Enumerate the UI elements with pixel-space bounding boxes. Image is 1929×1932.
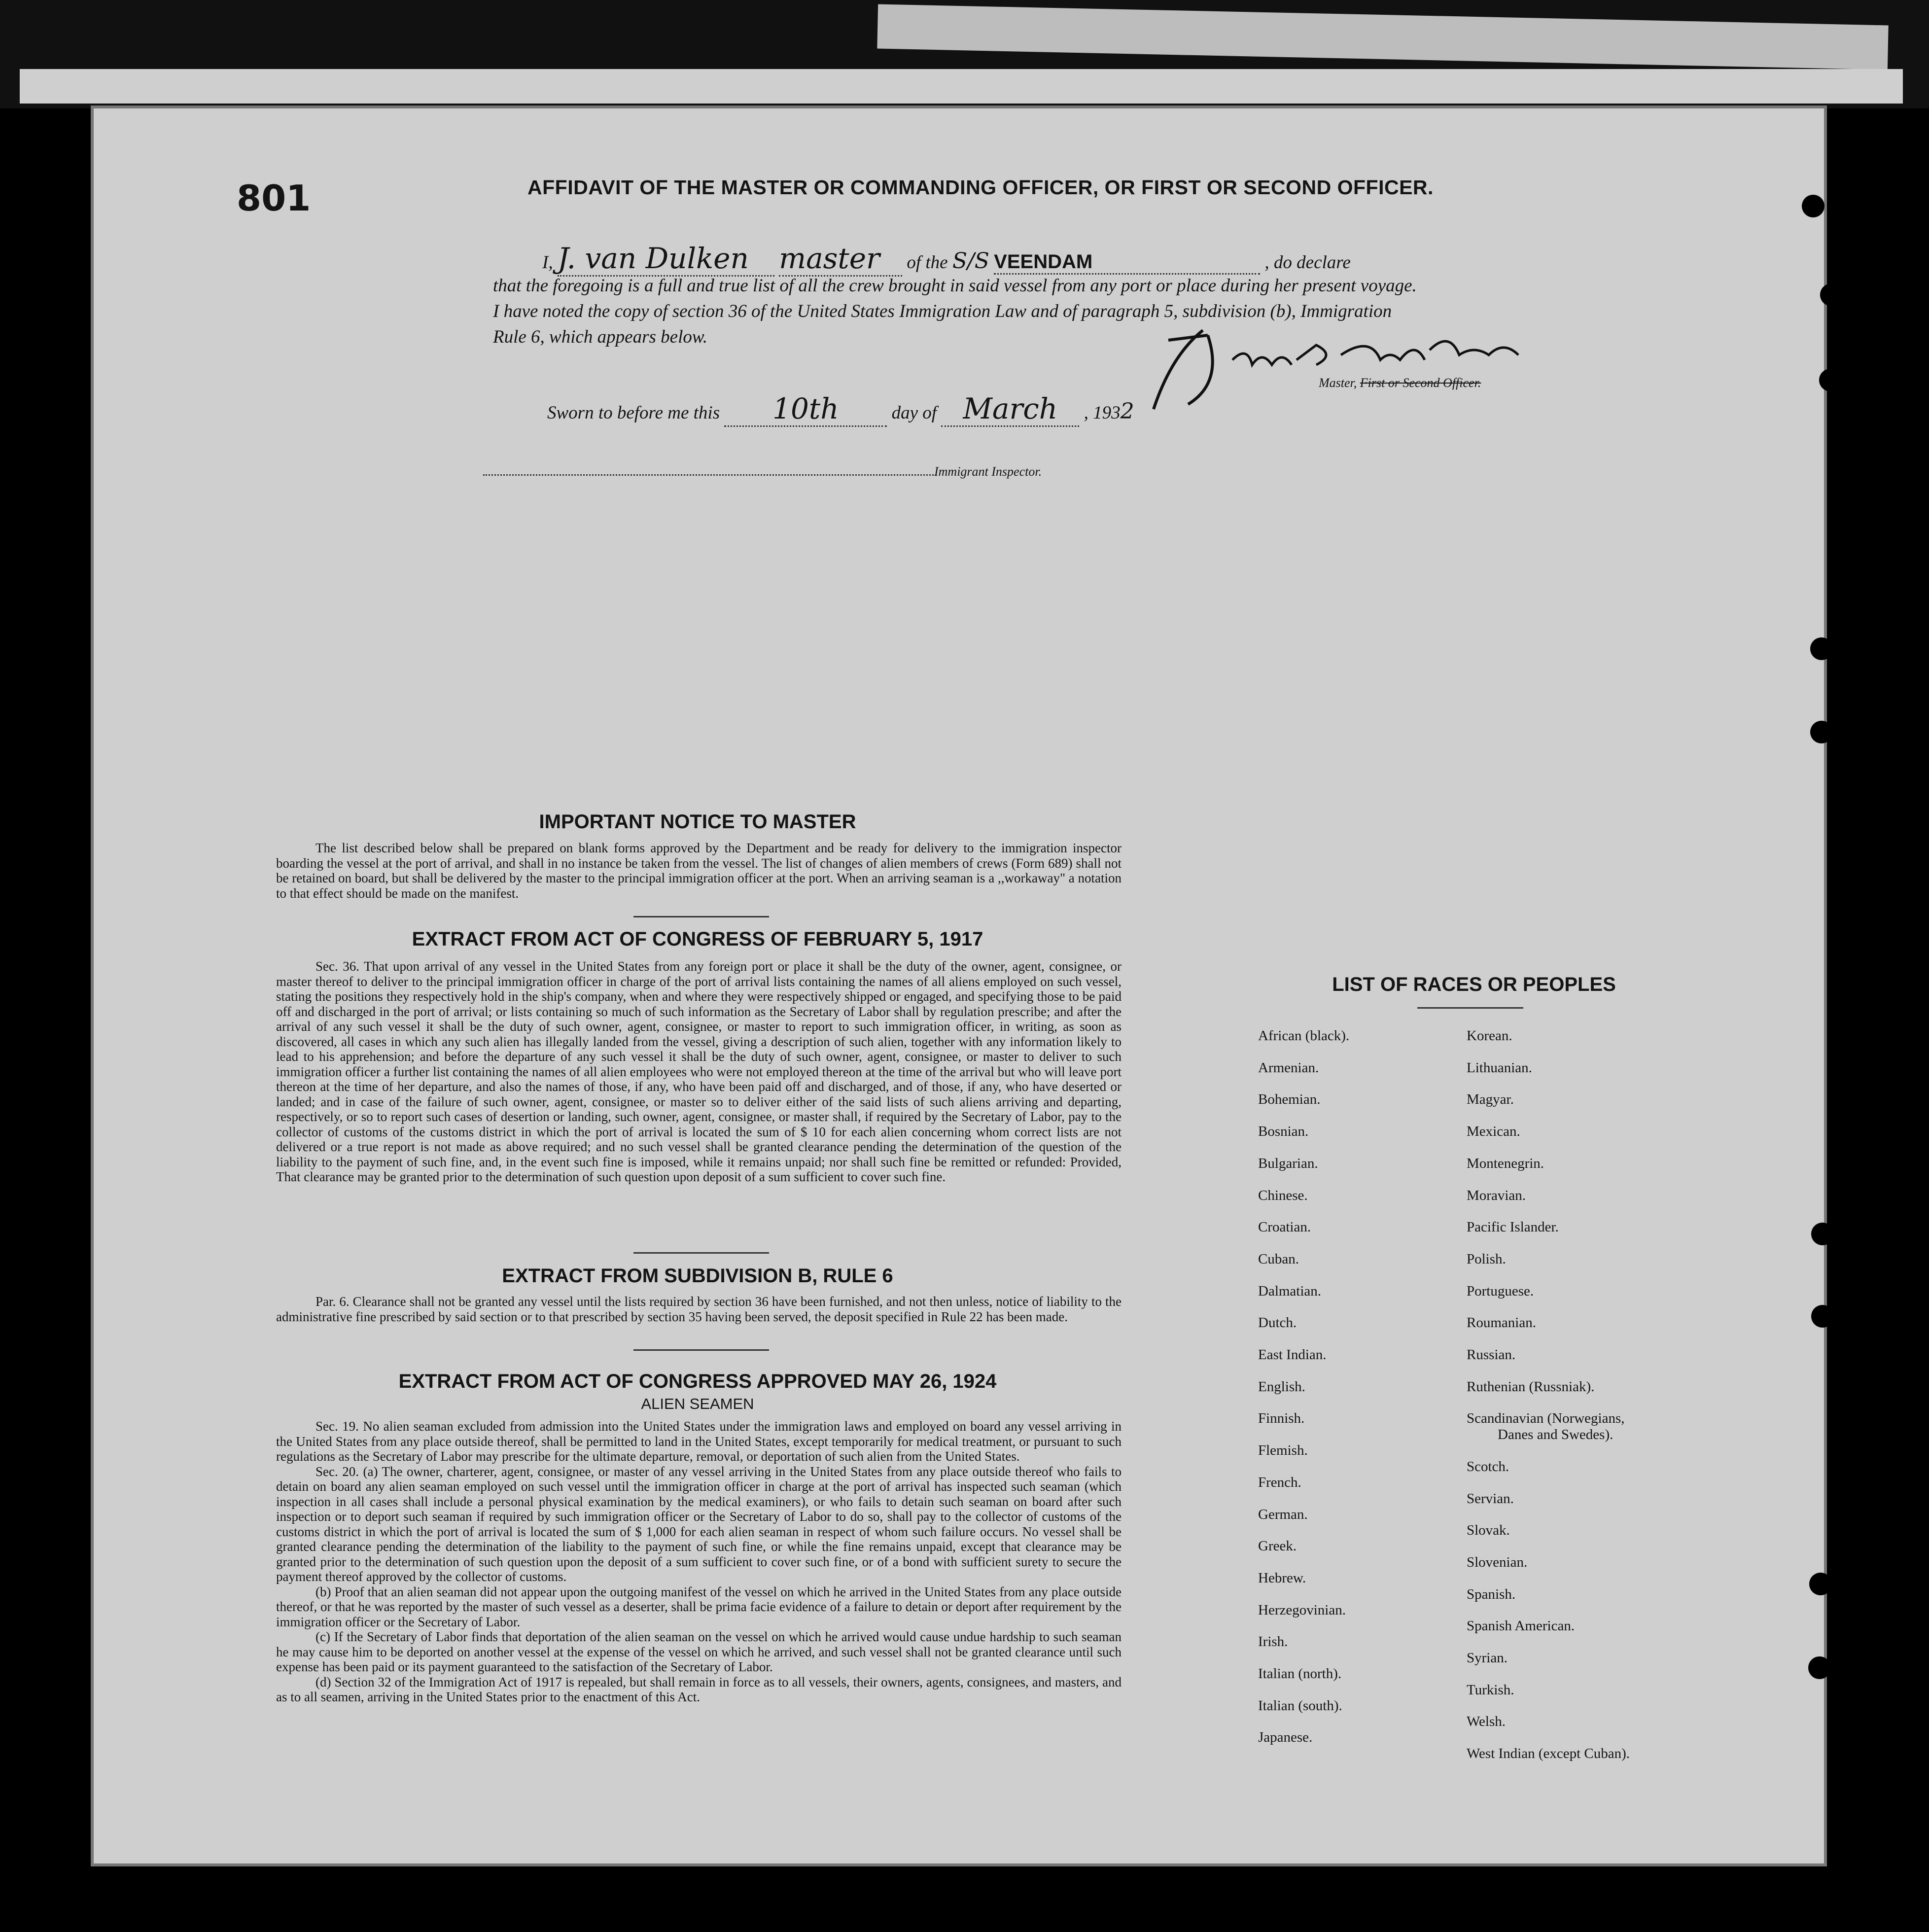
- sec-20c: (c) If the Secretary of Labor finds that deportation of the alien seaman on the vessel on which he arrived would cause undue hardship to such seaman he may cause him to be deported on another vessel at the expense of the vessel on which he arrived, and such vessel shall not be granted clearance until such expense has been paid or its payment guaranteed to the satisfaction of the Secretary of Labor.: [276, 1629, 1122, 1674]
- extract-1924-sections: [276, 1419, 1122, 1705]
- stamp-number: 801: [237, 177, 311, 219]
- overlapping-sheet-edge: [877, 4, 1888, 70]
- extract-1917-title: EXTRACT FROM ACT OF CONGRESS OF FEBRUARY 5, 1917: [412, 928, 983, 950]
- affidavit-line-2: that the foregoing is a full and true list of all the crew brought in said vessel from any port or place during her present voyage.: [493, 276, 1417, 296]
- race-item: Magyar.: [1467, 1091, 1514, 1108]
- race-item: Herzegovinian.: [1258, 1602, 1346, 1618]
- race-item: Ruthenian (Russniak).: [1467, 1378, 1595, 1395]
- affidavit-title: AFFIDAVIT OF THE MASTER OR COMMANDING OFFICER, OR FIRST OR SECOND OFFICER.: [527, 176, 1434, 199]
- race-item: Mexican.: [1467, 1124, 1520, 1140]
- affidavit-line-1: [493, 242, 1504, 277]
- race-item: Bohemian.: [1258, 1091, 1321, 1108]
- sworn-line: [547, 392, 1237, 427]
- race-item: English.: [1258, 1378, 1305, 1395]
- race-item: Slovenian.: [1467, 1554, 1528, 1570]
- race-item: Italian (south).: [1258, 1697, 1342, 1714]
- sec-20a: Sec. 20. (a) The owner, charterer, agent, consignee, or master of any vessel arriving in the United States from any place outside thereof who fails to detain on board any alien seaman employed on such vessel until the immigration officer in charge at the port of arrival has inspected such seaman (which inspection in all cases shall include a personal physical examination by the medical examiners), or who fails to detain such seaman on board after such inspection or to deport such seaman if required by such immigration officer or the Secretary of Labor to do so, shall pay to the collector of customs of the customs district in which the port of arrival is located the sum of $ 1,000 for each alien seaman in respect of whom such failure occurs. No vessel shall be granted clearance pending the determination of the liability to the payment of such fine, or while the fine remains unpaid, except that clearance may be granted prior to the determination of such question upon the deposit of a sum sufficient to cover such fine, or of a bond with sufficient surety to secure the payment thereof approved by the collector of customs.: [276, 1464, 1122, 1584]
- race-item: African (black).: [1258, 1028, 1350, 1044]
- punch-hole: [1808, 1656, 1831, 1679]
- inspector-signature-blank: [483, 474, 937, 476]
- race-item: East Indian.: [1258, 1347, 1327, 1363]
- punch-hole: [1811, 1305, 1834, 1328]
- race-item: Armenian.: [1258, 1059, 1319, 1076]
- race-item: Danes and Swedes).: [1498, 1427, 1613, 1443]
- race-item: Japanese.: [1258, 1729, 1313, 1746]
- race-item: Bulgarian.: [1258, 1155, 1318, 1171]
- punch-hole: [1819, 369, 1842, 391]
- race-item: Turkish.: [1467, 1682, 1514, 1698]
- race-item: Pacific Islander.: [1467, 1219, 1559, 1235]
- race-item: Greek.: [1258, 1538, 1297, 1554]
- sec-20d: (d) Section 32 of the Immigration Act of 1917 is repealed, but shall remain in force as to all vessels, their owners, agents, consignees, and masters, and as to all seamen, arriving in the United States prior to the enactment of this Act.: [276, 1674, 1122, 1704]
- punch-hole: [1810, 637, 1833, 660]
- handwritten-year: 2: [1120, 399, 1134, 424]
- punch-hole: [1810, 721, 1833, 743]
- race-item: Spanish American.: [1467, 1618, 1575, 1634]
- punch-hole: [1811, 1223, 1834, 1245]
- handwritten-day: 10th: [724, 392, 887, 427]
- races-divider: [1417, 1007, 1523, 1009]
- race-item: Montenegrin.: [1467, 1155, 1544, 1171]
- officer-caption: [1319, 376, 1481, 390]
- handwritten-rank: master: [779, 242, 902, 277]
- handwritten-month: March: [941, 392, 1079, 427]
- race-item: Croatian.: [1258, 1219, 1311, 1235]
- race-item: Roumanian.: [1467, 1315, 1536, 1331]
- section-divider: [633, 1349, 769, 1351]
- sec-20b: (b) Proof that an alien seaman did not appear upon the outgoing manifest of the vessel on which he arrived in the United States from any place outside thereof, or that he was reported by the master of such vessel as a deserter, shall be prima facie evidence of a failure to detain or deport after requirement by the immigration officer or the Secretary of Labor.: [276, 1584, 1122, 1629]
- punch-hole: [1820, 283, 1843, 306]
- race-item: West Indian (except Cuban).: [1467, 1746, 1630, 1762]
- race-item: Servian.: [1467, 1490, 1514, 1507]
- pronoun: I,: [542, 252, 553, 273]
- year-prefix: , 193: [1084, 403, 1121, 423]
- race-item: Irish.: [1258, 1634, 1288, 1650]
- affidavit-line-3: I have noted the copy of section 36 of the United States Immigration Law and of paragraph 5, subdivision (b), Immigration: [493, 301, 1392, 321]
- sec-19: Sec. 19. No alien seaman excluded from admission into the United States under the immigration laws and employed on board any vessel arriving in the United States from any place outside thereof, shall be permitted to land in the United States, except temporarily for medical treatment, or pursuant to such regulations as the Secretary of Labor may prescribe for the ultimate departure, removal, or deportation of such alien from the United States.: [276, 1419, 1122, 1464]
- race-item: Dutch.: [1258, 1315, 1297, 1331]
- officer-caption-master: Master,: [1319, 376, 1357, 390]
- vessel-name: VEENDAM: [994, 251, 1260, 275]
- signature-text: J. van Dulken: [1168, 413, 1201, 418]
- races-title: LIST OF RACES OR PEOPLES: [1332, 974, 1616, 995]
- handwritten-vessel-prefix: S/S: [952, 248, 989, 274]
- punch-hole: [1802, 195, 1824, 217]
- race-item: Russian.: [1467, 1347, 1516, 1363]
- day-of-label: day of: [891, 403, 937, 423]
- race-item: Scotch.: [1467, 1458, 1509, 1475]
- inspector-line: [483, 464, 937, 479]
- rule6-body: Par. 6. Clearance shall not be granted any vessel until the lists required by section 36 have been furnished, and not then unless, notice of liability to the administrative fine prescribed by said section or to that prescribed by section 35 having been served, the deposit specified in Rule 22 has been made.: [276, 1294, 1122, 1324]
- extract-1924-title: EXTRACT FROM ACT OF CONGRESS APPROVED MAY 26, 1924: [398, 1370, 997, 1392]
- race-item: Finnish.: [1258, 1410, 1305, 1427]
- race-item: Spanish.: [1467, 1586, 1516, 1602]
- race-item: Slovak.: [1467, 1522, 1510, 1539]
- race-item: Portuguese.: [1467, 1283, 1534, 1299]
- race-item: Dalmatian.: [1258, 1283, 1322, 1299]
- race-item: Moravian.: [1467, 1187, 1526, 1203]
- extract-1924-subtitle: ALIEN SEAMEN: [641, 1395, 754, 1412]
- affidavit-line-4: Rule 6, which appears below.: [493, 327, 708, 347]
- race-item: Hebrew.: [1258, 1570, 1306, 1586]
- section-divider: [633, 916, 769, 917]
- race-item: Syrian.: [1467, 1650, 1508, 1666]
- punch-hole: [1809, 1573, 1832, 1595]
- race-item: Italian (north).: [1258, 1666, 1342, 1682]
- race-item: German.: [1258, 1506, 1308, 1522]
- race-item: Welsh.: [1467, 1714, 1506, 1730]
- notice-body: The list described below shall be prepared on blank forms approved by the Department and be ready for delivery to the immigration inspector boarding the vessel at the port of arrival, and shall in no instance be taken from the vessel. The list of changes of alien members of crews (Form 689) shall not be retained on board, but shall be delivered by the master to the principal immigration officer at the port. When an arriving seaman is a ,,workaway" a notation to that effect should be made on the manifest.: [276, 841, 1122, 901]
- race-item: Polish.: [1467, 1251, 1506, 1267]
- inspector-caption: Immigrant Inspector.: [934, 464, 1042, 479]
- race-item: Cuban.: [1258, 1251, 1299, 1267]
- race-item: Chinese.: [1258, 1187, 1308, 1203]
- sworn-prefix: Sworn to before me this: [547, 403, 720, 423]
- race-item: Bosnian.: [1258, 1124, 1309, 1140]
- top-sheet-edge: [20, 69, 1903, 104]
- extract-1917-body: Sec. 36. That upon arrival of any vessel in the United States from any foreign port or place it shall be the duty of the owner, agent, consignee, or master thereof to deliver to the principal immigration officer in charge of the port of arrival lists containing the names of all aliens employed on such vessel, stating the positions they respectively hold in the ship's company, when and where they were respectively shipped or engaged, and specifying those to be paid off and discharged in the port of arrival; or lists containing so much of such information as the Secretary of Labor shall by regulation prescribe; and after the arrival of any such vessel it shall be the duty of such owner, agent, consignee, or master to report to such immigration officer, in writing, as soon as discovered, all cases in which any such alien has illegally landed from the vessel, giving a description of such alien, together with any information likely to lead to his apprehension; and before the departure of any such vessel it shall be the duty of such owner, agent, consignee, or master to deliver to such immigration officer a further list containing the names of all alien employees who were not employed thereon at the time of the arrival but who will leave port thereon at the time of her departure, and also the names of those, if any, who have been paid off and discharged, and of those, if any, who have deserted or landed; and in case of the failure of such owner, agent, consignee, or master so to deliver either of the said lists of such aliens arriving and departing, respectively, or so to report such cases of desertion or landing, such owner, agent, consignee, or master shall, if required by the Secretary of Labor, pay to the collector of customs of the customs district in which the port of arrival is located the sum of $ 10 for each alien concerning whom correct lists are not delivered or a true report is not made as above required; and no such vessel shall be granted clearance pending the determination of the question of the liability to the payment of such fine, and, in the event such fine is imposed, while it remains unpaid; nor shall such fine be remitted or refunded: Provided, That clearance may be granted prior to the determination of such question upon deposit of a sum sufficient to cover such fine.: [276, 959, 1122, 1184]
- officer-caption-struck: First or Second Officer.: [1360, 376, 1481, 390]
- race-item: Lithuanian.: [1467, 1059, 1532, 1076]
- rule6-title: EXTRACT FROM SUBDIVISION B, RULE 6: [502, 1265, 893, 1287]
- race-item: Flemish.: [1258, 1442, 1308, 1459]
- do-declare-label: , do declare: [1264, 252, 1351, 273]
- of-the-label: of the: [907, 252, 948, 273]
- race-item: French.: [1258, 1474, 1301, 1490]
- notice-title: IMPORTANT NOTICE TO MASTER: [539, 811, 856, 833]
- handwritten-name: J. van Dulken: [558, 242, 774, 277]
- top-strip: [0, 0, 1929, 108]
- race-item: Korean.: [1467, 1028, 1512, 1044]
- section-divider: [633, 1252, 769, 1254]
- race-item: Scandinavian (Norwegians,: [1467, 1410, 1625, 1427]
